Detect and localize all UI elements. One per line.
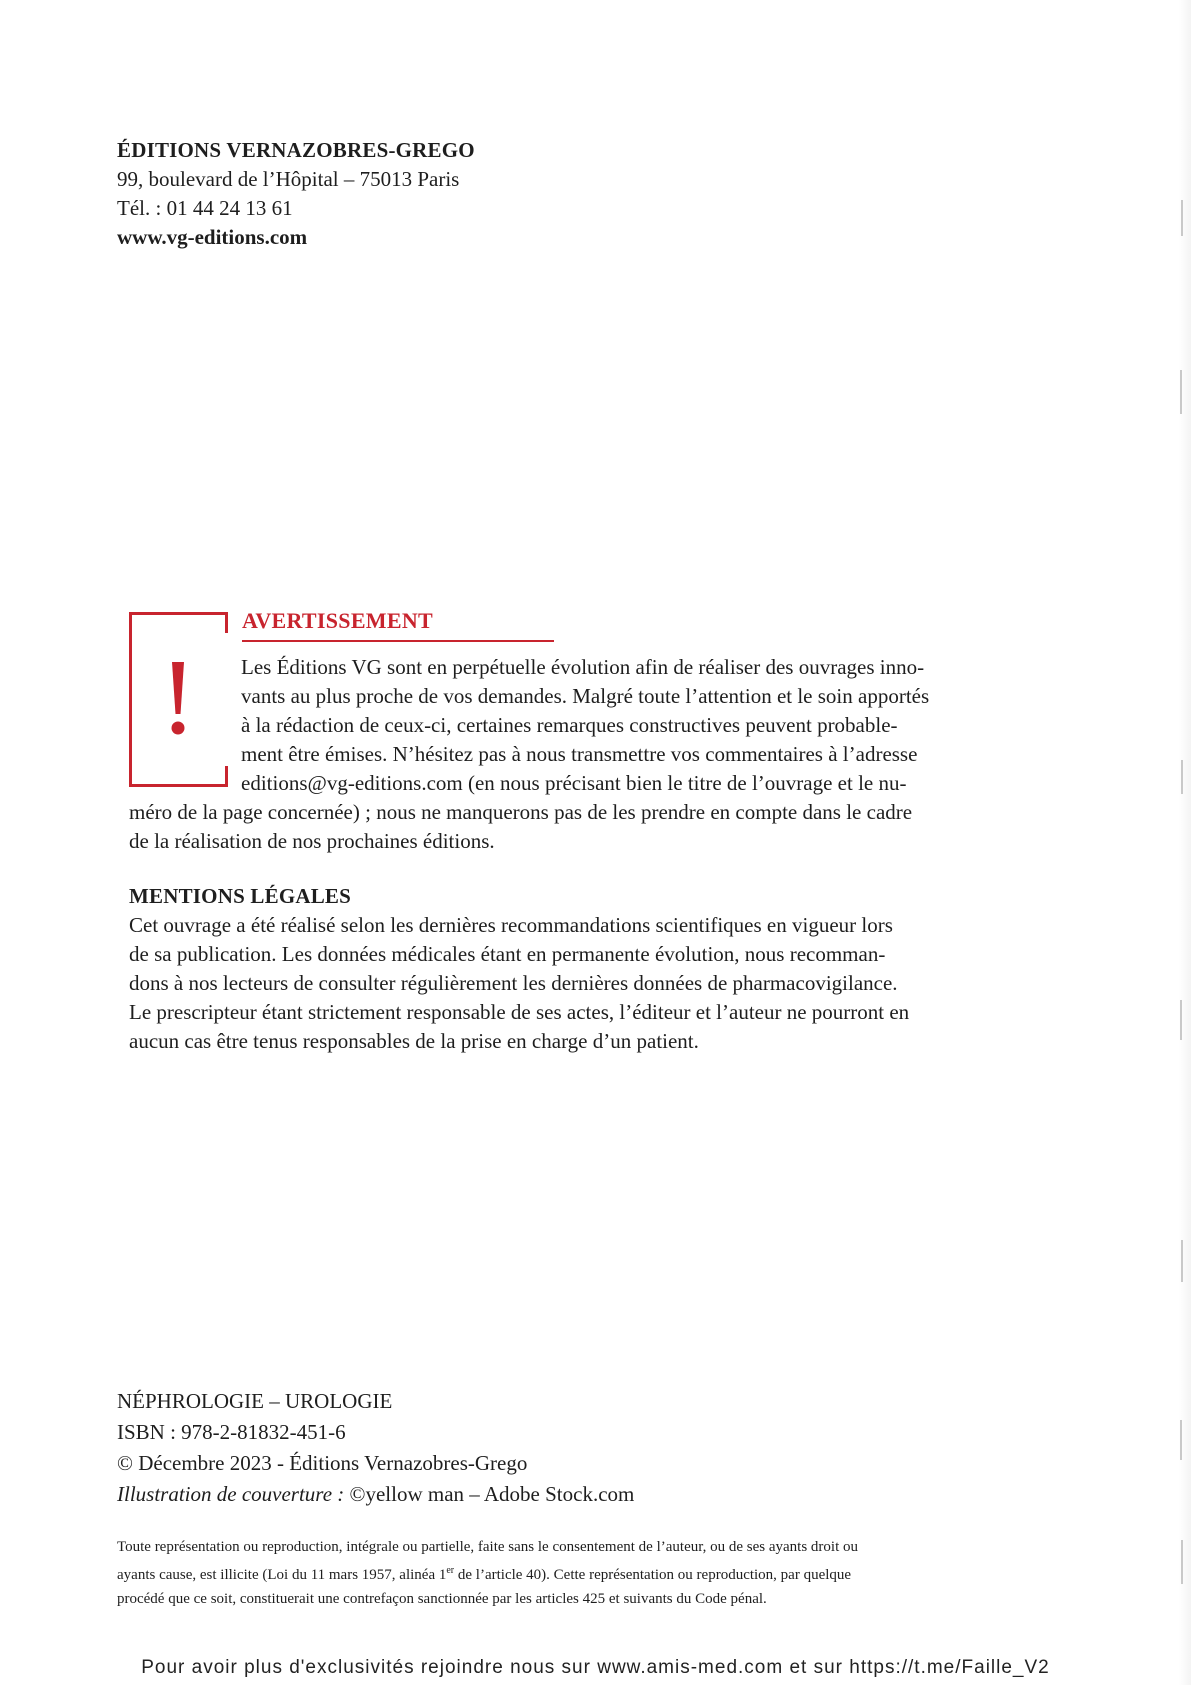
- subject-line: NÉPHROLOGIE – UROLOGIE: [117, 1389, 393, 1413]
- cover-label: Illustration de couverture :: [117, 1482, 345, 1506]
- copyright-notice-part: de l’article 40). Cette représentation ou reproduction, par quelque: [454, 1567, 852, 1583]
- warning-line: de la réalisation de nos prochaines éditions.: [129, 829, 495, 853]
- warning-line: méro de la page concernée) ; nous ne manquerons pas de les prendre en compte dans le cadre: [129, 800, 913, 824]
- cover-credit-line: [117, 1479, 634, 1510]
- warning-line: vants au plus proche de vos demandes. Malgré toute l’attention et le soin apportés: [241, 684, 930, 708]
- legal-text: [129, 911, 1021, 1056]
- legal-line: aucun cas être tenus responsables de la prise en charge d’un patient.: [129, 1029, 699, 1053]
- legal-line: dons à nos lecteurs de consulter régulièrement les dernières données de pharmacovigilance.: [129, 971, 898, 995]
- scan-edge-mark: [1181, 200, 1183, 236]
- scan-edge-mark: [1181, 1540, 1183, 1584]
- warning-line: editions@vg-editions.com (en nous précisant bien le titre de l’ouvrage et le nu-: [241, 771, 907, 795]
- warning-line: Les Éditions VG sont en perpétuelle évolution afin de réaliser des ouvrages inno-: [241, 655, 925, 679]
- legal-line: de sa publication. Les données médicales étant en permanente évolution, nous recomman-: [129, 942, 886, 966]
- footer-watermark[interactable]: Pour avoir plus d'exclusivités rejoindre nous sur www.amis-med.com et sur https://t.me/Faille_V2: [141, 1657, 1050, 1678]
- copyright-notice-line: [117, 1559, 1057, 1587]
- isbn-line: ISBN : 978-2-81832-451-6: [117, 1420, 346, 1444]
- copyright-notice-sup: er: [446, 1565, 455, 1576]
- scan-edge-mark: [1180, 1000, 1182, 1040]
- copyright-line: © Décembre 2023 - Éditions Vernazobres-Grego: [117, 1451, 528, 1475]
- legal-line: Le prescripteur étant strictement responsable de ses actes, l’éditeur et l’auteur ne pourront en: [129, 1000, 910, 1024]
- publisher-block: [117, 136, 475, 252]
- copyright-notice-line: procédé que ce soit, constituerait une contrefaçon sanctionnée par les articles 425 et suivants du Code pénal.: [117, 1591, 767, 1607]
- copyright-notice: [117, 1535, 1057, 1611]
- legal-line: Cet ouvrage a été réalisé selon les dernières recommandations scientifiques en vigueur lors: [129, 913, 893, 937]
- publisher-name: ÉDITIONS VERNAZOBRES-GREGO: [117, 138, 475, 162]
- publisher-website[interactable]: www.vg-editions.com: [117, 225, 308, 249]
- warning-line: ment être émises. N’hésitez pas à nous transmettre vos commentaires à l’adresse: [241, 742, 918, 766]
- warning-line: à la rédaction de ceux-ci, certaines remarques constructives peuvent probable-: [241, 713, 898, 737]
- scan-edge-mark: [1180, 1420, 1182, 1460]
- cover-credit: ©yellow man – Adobe Stock.com: [344, 1482, 635, 1506]
- publisher-address: 99, boulevard de l’Hôpital – 75013 Paris: [117, 167, 460, 191]
- colophon: [117, 1386, 634, 1510]
- copyright-notice-part: ayants cause, est illicite (Loi du 11 mars 1957, alinéa 1: [117, 1567, 447, 1583]
- publisher-phone: Tél. : 01 44 24 13 61: [117, 196, 293, 220]
- warning-text: [129, 653, 1021, 856]
- legal-title: MENTIONS LÉGALES: [129, 884, 352, 908]
- warning-title: AVERTISSEMENT: [242, 608, 554, 642]
- scan-edge-mark: [1181, 760, 1183, 794]
- copyright-notice-line: Toute représentation ou reproduction, intégrale ou partielle, faite sans le consentement de l’auteur, ou de ses ayants droit ou: [117, 1539, 859, 1555]
- scan-edge-mark: [1181, 1240, 1183, 1282]
- scan-edge-mark: [1180, 370, 1182, 414]
